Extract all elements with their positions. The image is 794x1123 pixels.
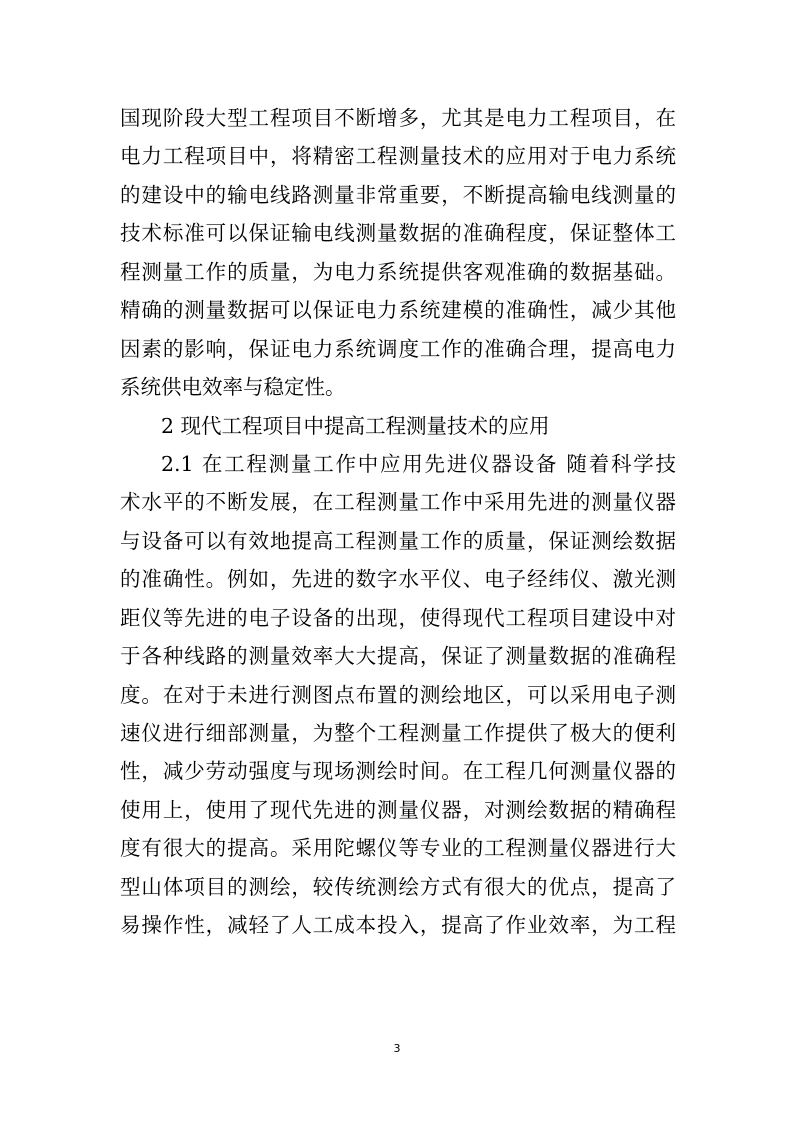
text-line: 易操作性，减轻了人工成本投入，提高了作业效率，为工程 bbox=[120, 913, 676, 938]
paragraph-section-2-1 bbox=[120, 445, 676, 945]
page-number: 3 bbox=[393, 1042, 401, 1055]
text-line: 因素的影响，保证电力系统调度工作的准确合理，提高电力 bbox=[120, 336, 676, 361]
subsection-heading-line: 2.1 在工程测量工作中应用先进仪器设备 随着科学技 bbox=[161, 451, 676, 476]
text-line: 电力工程项目中，将精密工程测量技术的应用对于电力系统 bbox=[120, 144, 676, 169]
section-heading-text: 2 现代工程项目中提高工程测量技术的应用 bbox=[161, 413, 550, 438]
text-line: 速仪进行细部测量，为整个工程测量工作提供了极大的便利 bbox=[120, 721, 676, 745]
text-line: 型山体项目的测绘，较传统测绘方式有很大的优点，提高了 bbox=[120, 874, 676, 899]
text-line: 与设备可以有效地提高工程测量工作的质量，保证测绘数据 bbox=[120, 528, 676, 553]
text-line: 距仪等先进的电子设备的出现，使得现代工程项目建设中对 bbox=[120, 605, 676, 630]
text-line: 度。在对于未进行测图点布置的测绘地区，可以采用电子测 bbox=[120, 682, 676, 707]
text-line: 系统供电效率与稳定性。 bbox=[120, 375, 346, 400]
paragraph-power-engineering bbox=[120, 99, 676, 407]
section-heading-2 bbox=[120, 407, 676, 445]
text-line: 的建设中的输电线路测量非常重要，不断提高输电线测量的 bbox=[120, 182, 676, 207]
text-line: 术水平的不断发展，在工程测量工作中采用先进的测量仪器 bbox=[120, 490, 676, 515]
text-line: 度有很大的提高。采用陀螺仪等专业的工程测量仪器进行大 bbox=[120, 836, 676, 861]
text-line: 程测量工作的质量，为电力系统提供客观准确的数据基础。 bbox=[120, 259, 676, 284]
text-line: 于各种线路的测量效率大大提高，保证了测量数据的准确程 bbox=[120, 644, 676, 669]
text-line: 的准确性。例如，先进的数字水平仪、电子经纬仪、激光测 bbox=[120, 567, 676, 592]
text-line: 国现阶段大型工程项目不断增多，尤其是电力工程项目，在 bbox=[120, 106, 676, 130]
text-line: 技术标准可以保证输电线测量数据的准确程度，保证整体工 bbox=[120, 221, 676, 246]
body-text bbox=[120, 99, 676, 945]
text-line: 性，减少劳动强度与现场测绘时间。在工程几何测量仪器的 bbox=[120, 759, 676, 784]
text-line: 精确的测量数据可以保证电力系统建模的准确性，减少其他 bbox=[120, 298, 676, 323]
text-line: 使用上，使用了现代先进的测量仪器，对测绘数据的精确程 bbox=[120, 797, 676, 822]
